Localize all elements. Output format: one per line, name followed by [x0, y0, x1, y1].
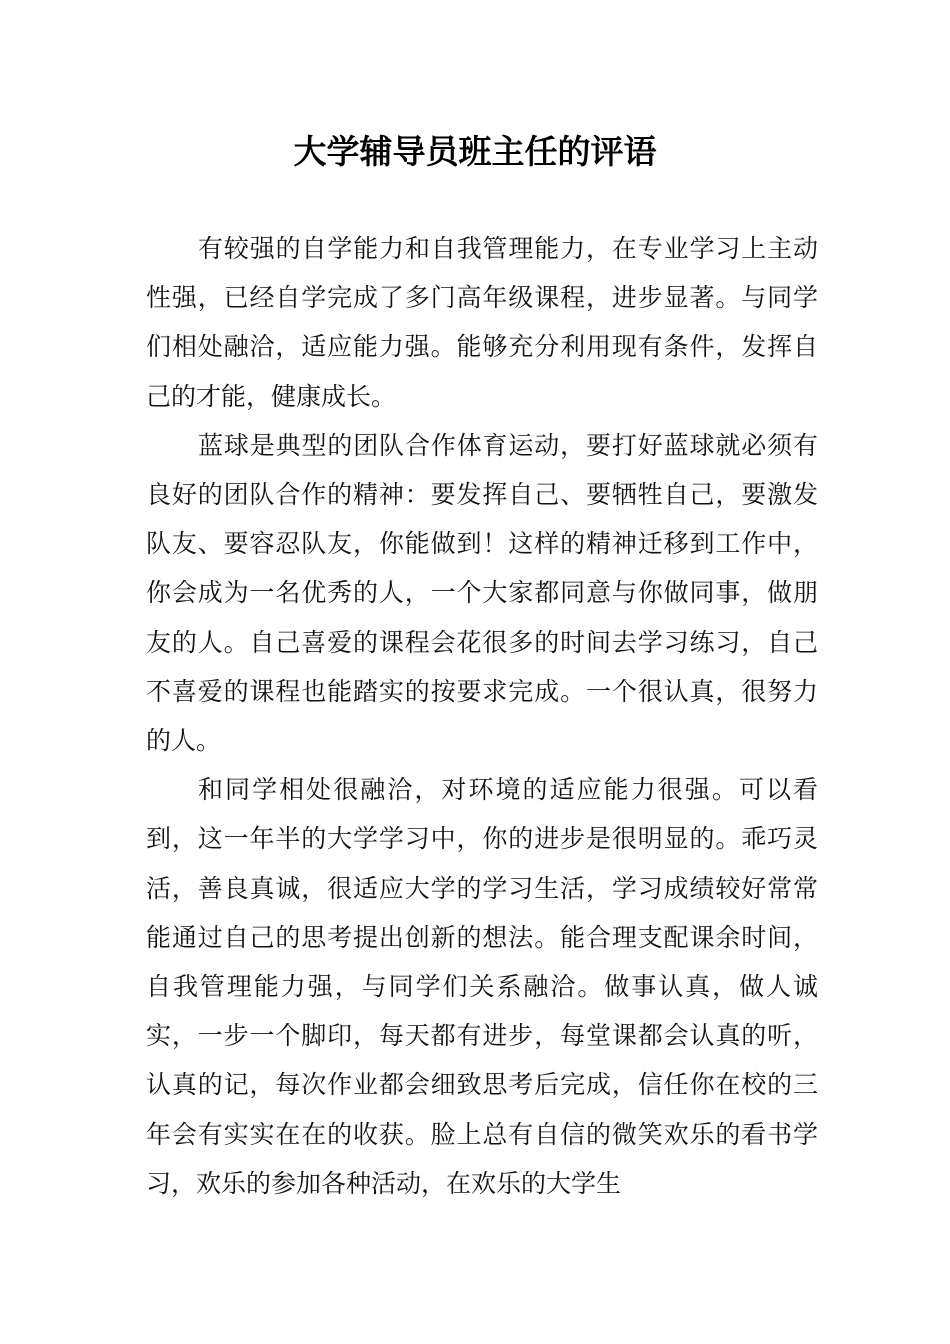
paragraph-1: 有较强的自学能力和自我管理能力，在专业学习上主动性强，已经自学完成了多门高年级课程，进步显著。与同学们相处融洽，适应能力强。能够充分利用现有条件，发挥自己的才能，健康成长。 — [146, 234, 818, 411]
paragraph-2: 蓝球是典型的团队合作体育运动，要打好蓝球就必须有良好的团队合作的精神：要发挥自己、要牺牲自己，要激发队友、要容忍队友，你能做到！这样的精神迁移到工作中，你会成为一名优秀的人，一个大家都同意与你做同事，做朋友的人。自己喜爱的课程会花很多的时间去学习练习，自己不喜爱的课程也能踏实的按要求完成。一个很认真，很努力的人。 — [146, 430, 818, 756]
document-body — [146, 224, 818, 1208]
document-title: 大学辅导员班主任的评语 — [293, 132, 657, 171]
paragraph-3: 和同学相处很融洽，对环境的适应能力很强。可以看到，这一年半的大学学习中，你的进步是很明显的。乖巧灵活，善良真诚，很适应大学的学习生活，学习成绩较好常常能通过自己的思考提出创新的想法。能合理支配课余时间，自我管理能力强，与同学们关系融洽。做事认真，做人诚实，一步一个脚印，每天都有进步，每堂课都会认真的听，认真的记，每次作业都会细致思考后完成，信任你在校的三年会有实实在在的收获。脸上总有自信的微笑欢乐的看书学习，欢乐的参加各种活动，在欢乐的大学生 — [146, 775, 818, 1198]
